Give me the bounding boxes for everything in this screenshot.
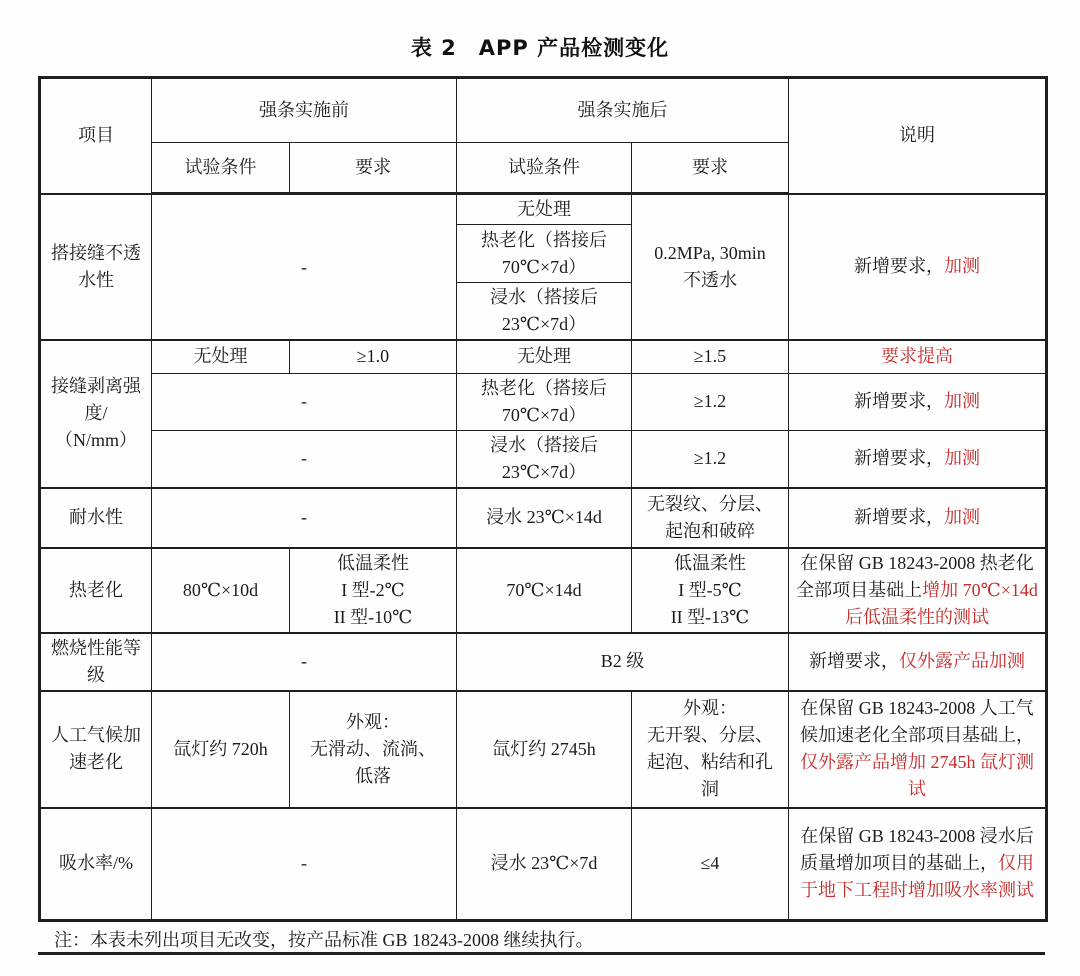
cell-impermeability-after-cond-2: 热老化（搭接后 70℃×7d） — [457, 225, 632, 283]
cell-weathering-after-req: 外观： 无开裂、分层、 起泡、粘结和孔 洞 — [632, 691, 789, 808]
cell-combustion-note: 新增要求，仅外露产品加测 — [789, 633, 1047, 691]
cell-combustion-before-dash: - — [152, 633, 457, 691]
cell-peel-r3-after-cond: 浸水（搭接后 23℃×7d） — [457, 430, 632, 488]
header-item: 项目 — [40, 78, 152, 194]
cell-impermeability-after-req: 0.2MPa, 30min 不透水 — [632, 194, 789, 341]
red-text: 增加 70℃×14d 后低温柔性的测试 — [845, 579, 1038, 627]
cell-absorption-after-cond: 浸水 23℃×7d — [457, 808, 632, 921]
cell-peel-r1-note — [789, 340, 1047, 373]
cell-peel-r3-note: 新增要求，加测 — [789, 430, 1047, 488]
cell-heat-after-cond: 70℃×14d — [457, 548, 632, 633]
cell-item-absorption: 吸水率/% — [40, 808, 152, 921]
cell-peel-r2-after-req: ≥1.2 — [632, 373, 789, 430]
header-after: 强条实施后 — [457, 78, 789, 143]
red-text: 加测 — [944, 256, 980, 277]
red-text: 要求提高 — [881, 346, 953, 367]
cell-water-note: 新增要求，加测 — [789, 488, 1047, 548]
spec-table — [38, 76, 1048, 922]
red-text: 仅外露产品加测 — [899, 651, 1025, 671]
cell-heat-before-req: 低温柔性 I 型-2℃ II 型-10℃ — [290, 548, 457, 633]
cell-item-peel-strength: 接缝剥离强 度/ （N/mm） — [40, 340, 152, 488]
red-text: 加测 — [944, 391, 980, 411]
red-text: 加测 — [944, 507, 980, 527]
cell-impermeability-after-cond-1: 无处理 — [457, 194, 632, 225]
cell-weathering-before-req: 外观： 无滑动、流淌、 低落 — [290, 691, 457, 808]
header-before: 强条实施前 — [152, 78, 457, 143]
cell-peel-r3-before-dash: - — [152, 430, 457, 488]
header-before-requirement: 要求 — [290, 143, 457, 194]
cell-water-after-req: 无裂纹、分层、 起泡和破碎 — [632, 488, 789, 548]
cell-peel-r1-before-cond: 无处理 — [152, 340, 290, 373]
cell-absorption-after-req: ≤4 — [632, 808, 789, 921]
cell-peel-r2-before-dash: - — [152, 373, 457, 430]
red-text: 仅外露产品增加 2745h 氙灯测试 — [800, 752, 1034, 799]
cell-heat-note: 在保留 GB 18243-2008 热老化全部项目基础上增加 70℃×14d 后低温柔性的测试 — [789, 548, 1047, 633]
cell-weathering-after-cond: 氙灯约 2745h — [457, 691, 632, 808]
cell-impermeability-before-dash: - — [152, 194, 457, 341]
cell-heat-before-cond: 80℃×10d — [152, 548, 290, 633]
cell-peel-r2-after-cond: 热老化（搭接后 70℃×7d） — [457, 373, 632, 430]
cell-item-water-resistance: 耐水性 — [40, 488, 152, 548]
cell-absorption-before-dash: - — [152, 808, 457, 921]
cell-item-heat-aging: 热老化 — [40, 548, 152, 633]
red-text: 加测 — [944, 448, 980, 468]
header-before-condition: 试验条件 — [152, 143, 290, 194]
cell-peel-r1-after-cond: 无处理 — [457, 340, 632, 373]
red-text: 仅用于地下工程时增加吸水率测试 — [800, 853, 1034, 901]
cell-weathering-note: 在保留 GB 18243-2008 人工气候加速老化全部项目基础上，仅外露产品增加 2745h 氙灯测试 — [789, 691, 1047, 808]
cell-peel-r3-after-req: ≥1.2 — [632, 430, 789, 488]
cell-combustion-after-merged: B2 级 — [457, 633, 789, 691]
spec-table-wrap — [38, 76, 1045, 922]
cell-item-weathering: 人工气候加速老化 — [40, 691, 152, 808]
header-after-condition: 试验条件 — [457, 143, 632, 194]
cell-peel-r1-after-req: ≥1.5 — [632, 340, 789, 373]
page-title: 表 2 APP 产品检测变化 — [410, 36, 670, 60]
header-after-requirement: 要求 — [632, 143, 789, 194]
cell-water-after-cond: 浸水 23℃×14d — [457, 488, 632, 548]
table-footnote: 注：本表未列出项目无改变，按产品标准 GB 18243-2008 继续执行。 — [38, 922, 1045, 955]
cell-absorption-note: 在保留 GB 18243-2008 浸水后质量增加项目的基础上，仅用于地下工程时增加吸水率测试 — [789, 808, 1047, 921]
cell-weathering-before-cond: 氙灯约 720h — [152, 691, 290, 808]
cell-item-combustion: 燃烧性能等级 — [40, 633, 152, 691]
header-remark: 说明 — [789, 78, 1047, 194]
cell-impermeability-note: 新增要求，加测 — [789, 194, 1047, 341]
cell-heat-after-req: 低温柔性 I 型-5℃ II 型-13℃ — [632, 548, 789, 633]
cell-item-impermeability: 搭接缝不透水性 — [40, 194, 152, 341]
cell-impermeability-after-cond-3: 浸水（搭接后 23℃×7d） — [457, 283, 632, 341]
cell-peel-r1-before-req: ≥1.0 — [290, 340, 457, 373]
cell-water-before-dash: - — [152, 488, 457, 548]
cell-peel-r2-note: 新增要求，加测 — [789, 373, 1047, 430]
